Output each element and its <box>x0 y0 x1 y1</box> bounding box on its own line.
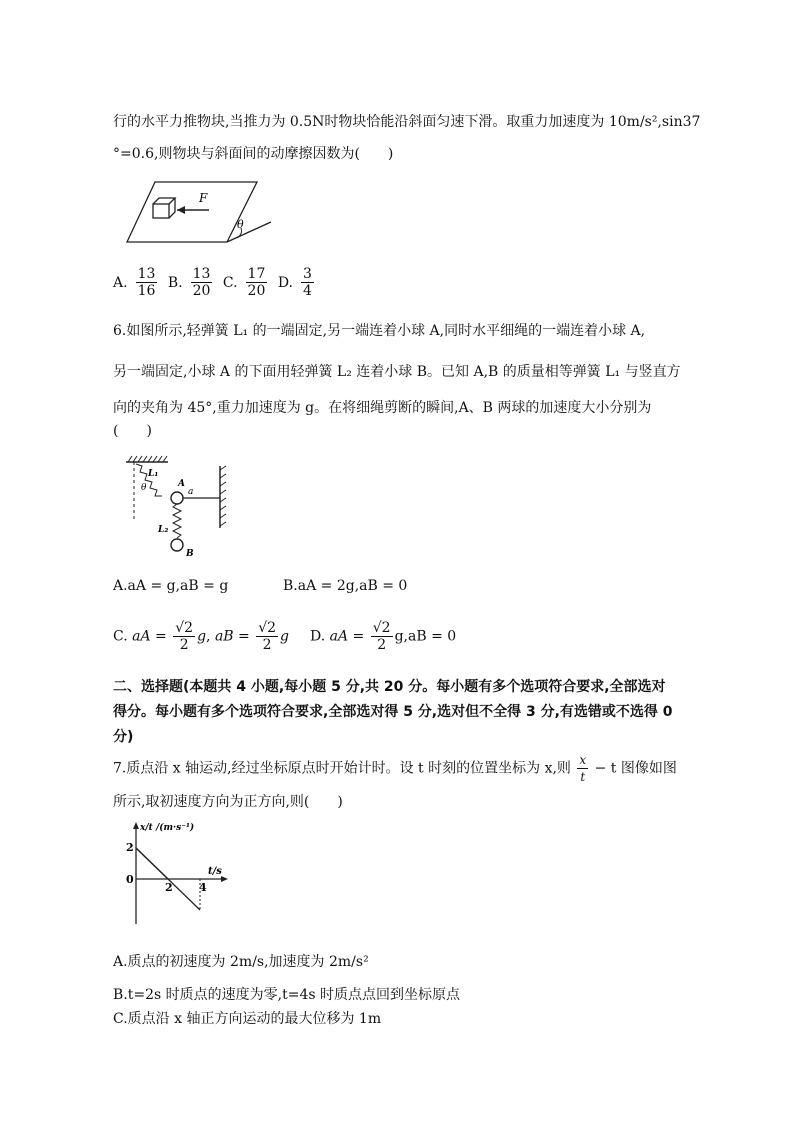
q5-line1: 行的水平力推物块,当推力为 0.5N时物块恰能沿斜面匀速下滑。取重力加速度为 10m/s²,sin37 <box>113 114 701 130</box>
option-d[interactable]: D. $\frac{3}{4}$ <box>277 266 312 299</box>
theta-label-2: θ <box>141 483 147 493</box>
incline-figure <box>125 180 275 246</box>
graph-x4: 4 <box>199 881 207 894</box>
q7-option-a[interactable]: A.质点的初速度为 2m/s,加速度为 2m/s² <box>113 954 369 970</box>
option-a[interactable]: A. $\frac{13}{16}$ <box>113 266 156 299</box>
option-b[interactable]: B. $\frac{13}{20}$ <box>167 266 211 299</box>
q7-line2: 所示,取初速度方向为正方向,则( ) <box>113 794 343 810</box>
string-label: a <box>188 487 194 497</box>
q6-line1: 6.如图所示,轻弹簧 L₁ 的一端固定,另一端连着小球 A,同时水平细绳的一端连着小球 A, <box>113 323 646 339</box>
l2-label: L₂ <box>158 525 169 535</box>
graph-xlabel: t/s <box>208 866 222 877</box>
graph-y2: 2 <box>126 841 134 854</box>
q6-line4: ( ) <box>113 423 152 439</box>
q7-option-c[interactable]: C.质点沿 x 轴正方向运动的最大位移为 1m <box>113 1011 382 1027</box>
q6-option-c[interactable]: C. aA = $\frac{√2}{2}$ g, aB = $\frac{√2}{2}$ g <box>113 620 290 653</box>
graph-ylabel: x/t /(m·s⁻¹) <box>140 823 195 833</box>
q6-option-b[interactable]: B.aA = 2g,aB = 0 <box>283 578 408 594</box>
theta-label: θ <box>237 218 244 231</box>
l1-label: L₁ <box>148 469 159 479</box>
spring-figure <box>122 452 234 562</box>
q5-line2: °=0.6,则物块与斜面间的动摩擦因数为( ) <box>113 146 394 162</box>
section2-line3: 分) <box>113 729 134 745</box>
q6-line2: 另一端固定,小球 A 的下面用轻弹簧 L₂ 连着小球 B。已知 A,B 的质量相等弹簧 L₁ 与竖直方 <box>113 364 681 380</box>
option-c[interactable]: C. $\frac{17}{20}$ <box>222 266 266 299</box>
q5-options <box>113 266 316 299</box>
ball-a-label: A <box>178 479 185 489</box>
section2-line2: 得分。每小题有多个选项符合要求,全部选对得 5 分,选对但不全得 3 分,有选错或不选得 0 <box>113 704 673 720</box>
graph-y0: 0 <box>126 873 134 886</box>
q6-option-a[interactable]: A.aA = g,aB = g <box>113 578 229 594</box>
q7-line1: 7.质点沿 x 轴运动,经过坐标原点时开始计时。设 t 时刻的位置坐标为 x,则 $\frac{x}{t}$ − t 图像如图 <box>113 753 677 784</box>
graph-x2: 2 <box>165 881 173 894</box>
ball-b-label: B <box>186 549 194 559</box>
q6-line3: 向的夹角为 45°,重力加速度为 g。在将细绳剪断的瞬间,A、B 两球的加速度大小分别为 <box>113 400 652 416</box>
q7-option-b[interactable]: B.t=2s 时质点的速度为零,t=4s 时质点点回到坐标原点 <box>113 987 460 1003</box>
xt-graph <box>124 820 234 930</box>
force-label: F <box>199 191 208 205</box>
q6-option-d[interactable]: D. aA = $\frac{√2}{2}$ g,aB = 0 <box>310 620 457 653</box>
section2-line1: 二、选择题(本题共 4 小题,每小题 5 分,共 20 分。每小题有多个选项符合要求,全部选对 <box>113 679 666 695</box>
